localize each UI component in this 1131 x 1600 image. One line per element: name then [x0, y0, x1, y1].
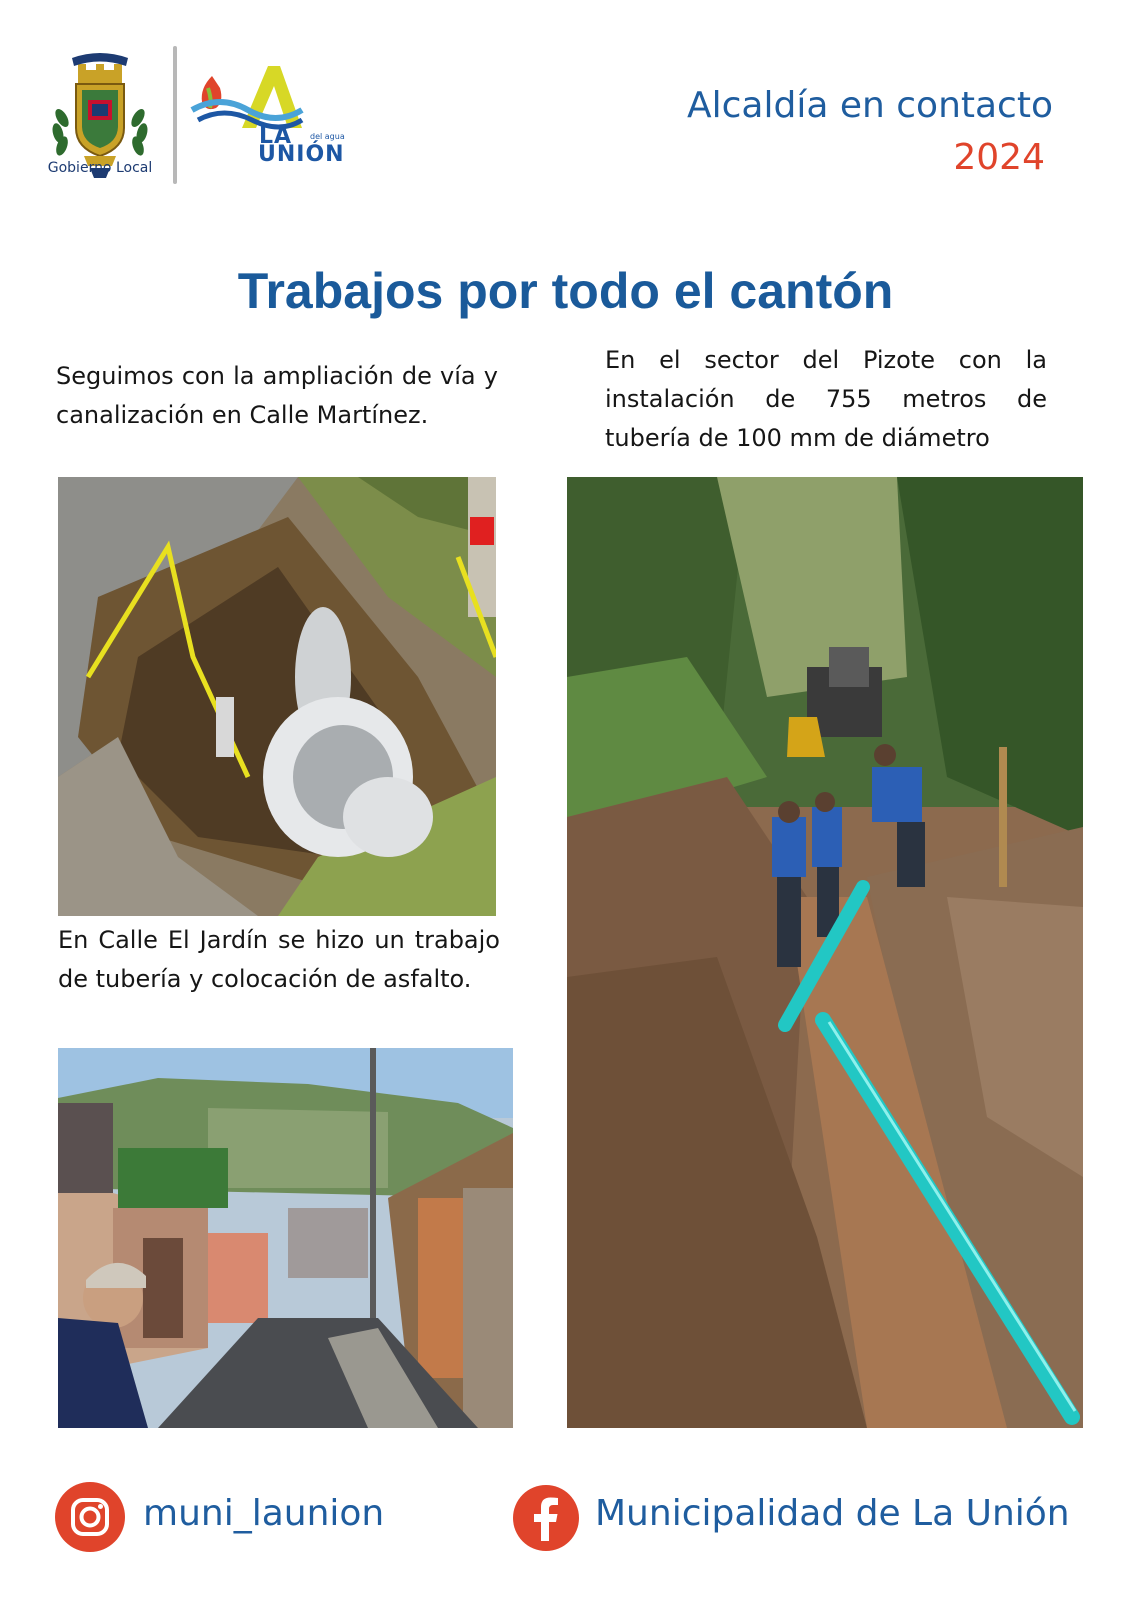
photo-calle-el-jardin-asphalt	[58, 1048, 513, 1428]
brand-la-text: LA	[259, 124, 293, 149]
paragraph-calle-martinez: Seguimos con la ampliación de vía y canalización en Calle Martínez.	[56, 362, 498, 429]
header-title: Alcaldía en contacto	[687, 85, 1053, 126]
header-divider	[173, 46, 177, 184]
instagram-handle[interactable]: muni_launion	[143, 1493, 385, 1534]
seal-caption: Gobierno Local	[47, 160, 153, 176]
paragraph-sector-pizote: En el sector del Pizote con la instalación de 755 metros de tubería de 100 mm de diámetro	[605, 346, 1047, 452]
header-year: 2024	[953, 137, 1045, 178]
facebook-icon[interactable]	[513, 1485, 579, 1551]
page-title: Trabajos por todo el cantón	[237, 263, 894, 319]
brand-union-text: UNIÓN	[258, 142, 345, 167]
photo-pizote-pipe-installation	[567, 477, 1083, 1428]
photo-calle-martinez-drainage	[58, 477, 496, 916]
instagram-icon[interactable]	[55, 1482, 125, 1552]
brand-subtitle: del agua	[310, 132, 345, 141]
facebook-page-name[interactable]: Municipalidad de La Unión	[595, 1493, 1070, 1534]
paragraph-calle-el-jardin: En Calle El Jardín se hizo un trabajo de tubería y colocación de asfalto.	[58, 926, 500, 993]
